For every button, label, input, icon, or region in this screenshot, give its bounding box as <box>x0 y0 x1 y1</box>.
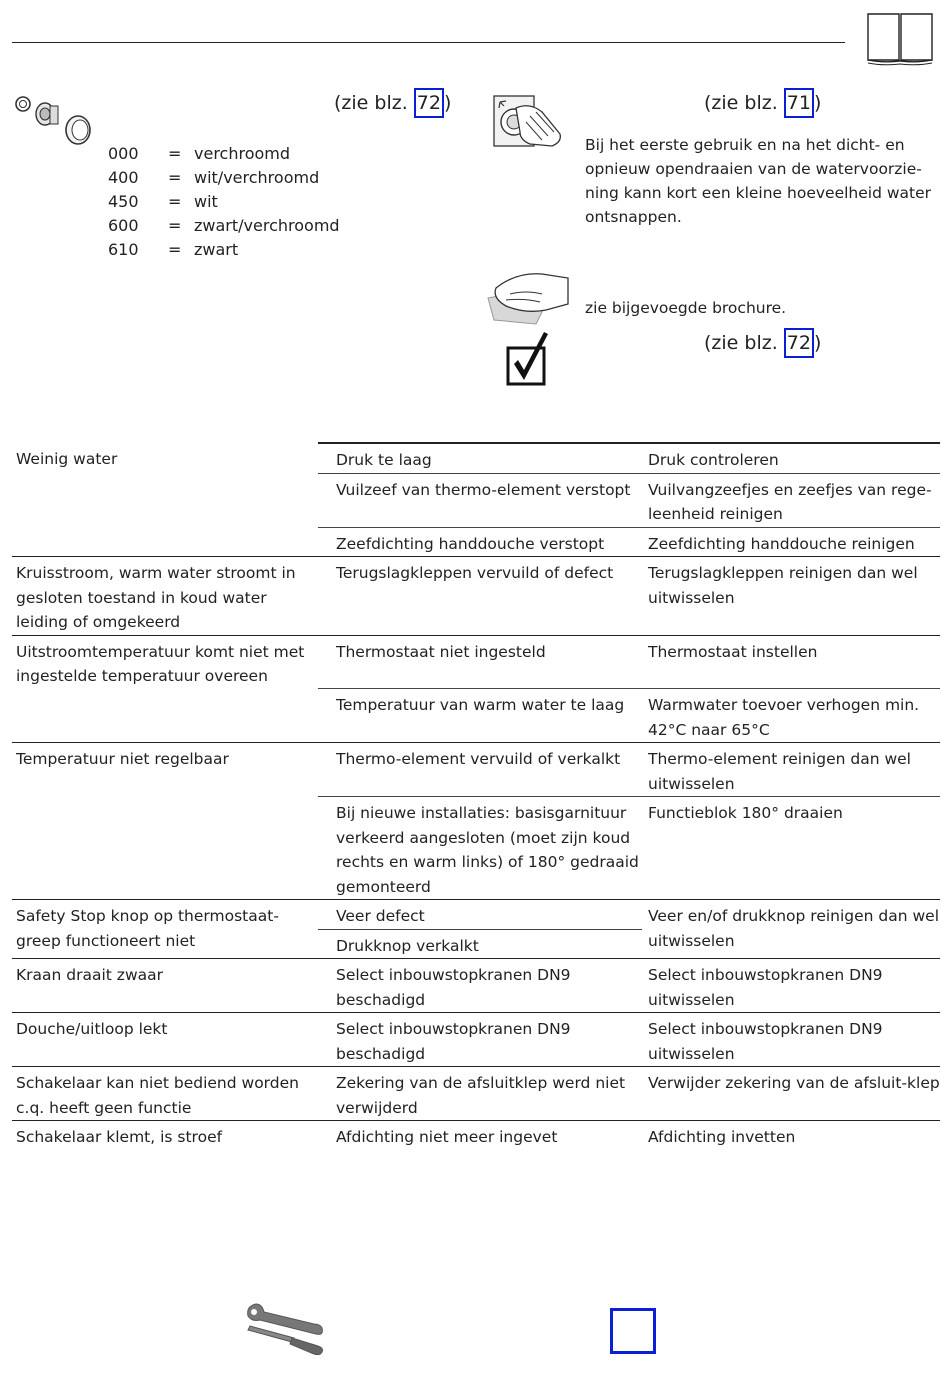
remedy-cell: Select inbouwstopkranen DN9 uitwisselen <box>642 959 940 1013</box>
cause-cell: Druk te laag <box>318 443 642 473</box>
remedy-cell: Druk controleren <box>642 443 940 473</box>
checkmark-icon <box>504 330 552 388</box>
problem-cell <box>12 797 318 900</box>
cause-cell: Zekering van de afsluitklep werd niet verwijderd <box>318 1067 642 1121</box>
table-row <box>12 443 940 473</box>
problem-cell: Temperatuur niet regelbaar <box>12 743 318 797</box>
finish-item: 450 = wit <box>108 192 218 211</box>
page-link-box[interactable]: 71 <box>784 88 814 118</box>
page-reference-b: (zie blz. 71 ) <box>704 88 821 118</box>
finish-item: 600 = zwart/verchroomd <box>108 216 340 235</box>
remedy-cell: Terugslagkleppen reinigen dan wel uitwisselen <box>642 557 940 636</box>
table-row <box>12 527 940 557</box>
problem-cell: Safety Stop knop op thermostaat-greep functioneert niet <box>12 900 318 959</box>
problem-cell <box>12 527 318 557</box>
problem-cell: Uitstroomtemperatuur komt niet met ingestelde temperatuur overeen <box>12 635 318 689</box>
troubleshooting-table <box>12 442 940 1150</box>
problem-cell: Weinig water <box>16 450 118 468</box>
hand-turning-valve-icon <box>490 92 566 150</box>
table-row <box>12 635 940 689</box>
cause-cell: Zeefdichting handdouche verstopt <box>318 527 642 557</box>
remedy-cell: Veer en/of drukknop reinigen dan wel uitwisselen <box>642 900 940 959</box>
cause-cell: Terugslagkleppen vervuild of defect <box>318 557 642 636</box>
cause-cell: Afdichting niet meer ingevet <box>318 1121 642 1150</box>
cause-cell: Select inbouwstopkranen DN9 beschadigd <box>318 959 642 1013</box>
table-row <box>12 473 940 527</box>
remedy-cell: Afdichting invetten <box>642 1121 940 1150</box>
handle-parts-icon <box>12 92 98 148</box>
finish-item: 610 = zwart <box>108 240 239 259</box>
cause-cell: Thermo-element vervuild of verkalkt <box>318 743 642 797</box>
cause-cell: Bij nieuwe installaties: basisgarnituur verkeerd aangesloten (moet zijn koud rechts en warm links) of 180° gedraaid gemonteerd <box>318 797 642 900</box>
table-row <box>12 743 940 797</box>
first-use-note: Bij het eerste gebruik en na het dicht- en opnieuw opendraaien van de watervoorzie-ning kann kort een kleine hoeveelheid water ontsnappen. <box>585 136 932 226</box>
finish-code-list <box>108 142 340 262</box>
cause-cell: Veer defect <box>318 900 642 930</box>
table-row <box>12 797 940 900</box>
table-row <box>12 1067 940 1121</box>
problem-cell: Kruisstroom, warm water stroomt in gesloten toestand in koud water leiding of omgekeerd <box>12 557 318 636</box>
hand-wiping-icon <box>486 268 572 326</box>
problem-cell <box>12 689 318 743</box>
table-row <box>12 959 940 1013</box>
remedy-cell: Functieblok 180° draaien <box>642 797 940 900</box>
page-link-box[interactable]: 72 <box>414 88 444 118</box>
open-book-icon <box>865 10 935 66</box>
problem-cell: Schakelaar klemt, is stroef <box>12 1121 318 1150</box>
remedy-cell: Verwijder zekering van de afsluit-klep <box>642 1067 940 1121</box>
remedy-cell: Vuilvangzeefjes en zeefjes van rege-leenheid reinigen <box>642 473 940 527</box>
table-row <box>12 1121 940 1150</box>
page-link-box[interactable]: 72 <box>784 328 814 358</box>
problem-cell: Douche/uitloop lekt <box>12 1013 318 1067</box>
table-row <box>12 900 940 930</box>
remedy-cell: Thermostaat instellen <box>642 635 940 689</box>
page-number-box <box>610 1308 656 1354</box>
cause-cell: Thermostaat niet ingesteld <box>318 635 642 689</box>
problem-cell: Kraan draait zwaar <box>12 959 318 1013</box>
problem-cell: Schakelaar kan niet bediend worden c.q. heeft geen functie <box>12 1067 318 1121</box>
page-reference-c: (zie blz. 72 ) <box>704 328 821 358</box>
cause-cell: Temperatuur van warm water te laag <box>318 689 642 743</box>
table-row <box>12 1013 940 1067</box>
cause-cell: Vuilzeef van thermo-element verstopt <box>318 473 642 527</box>
header-rule <box>12 42 845 43</box>
remedy-cell: Warmwater toevoer verhogen min. 42°C naar 65°C <box>642 689 940 743</box>
page-reference-a: (zie blz. 72 ) <box>334 88 451 118</box>
table-row <box>12 557 940 636</box>
finish-item: 400 = wit/verchroomd <box>108 168 320 187</box>
table-row <box>12 689 940 743</box>
problem-cell <box>12 473 318 527</box>
finish-item: 000 = verchroomd <box>108 144 291 163</box>
remedy-cell: Select inbouwstopkranen DN9 uitwisselen <box>642 1013 940 1067</box>
remedy-cell: Zeefdichting handdouche reinigen <box>642 527 940 557</box>
cause-cell: Drukknop verkalkt <box>318 929 642 959</box>
remedy-cell: Thermo-element reinigen dan wel uitwisselen <box>642 743 940 797</box>
cause-cell: Select inbouwstopkranen DN9 beschadigd <box>318 1013 642 1067</box>
brochure-note: zie bijgevoegde brochure. <box>585 299 787 317</box>
wrench-screwdriver-icon <box>242 1300 328 1358</box>
